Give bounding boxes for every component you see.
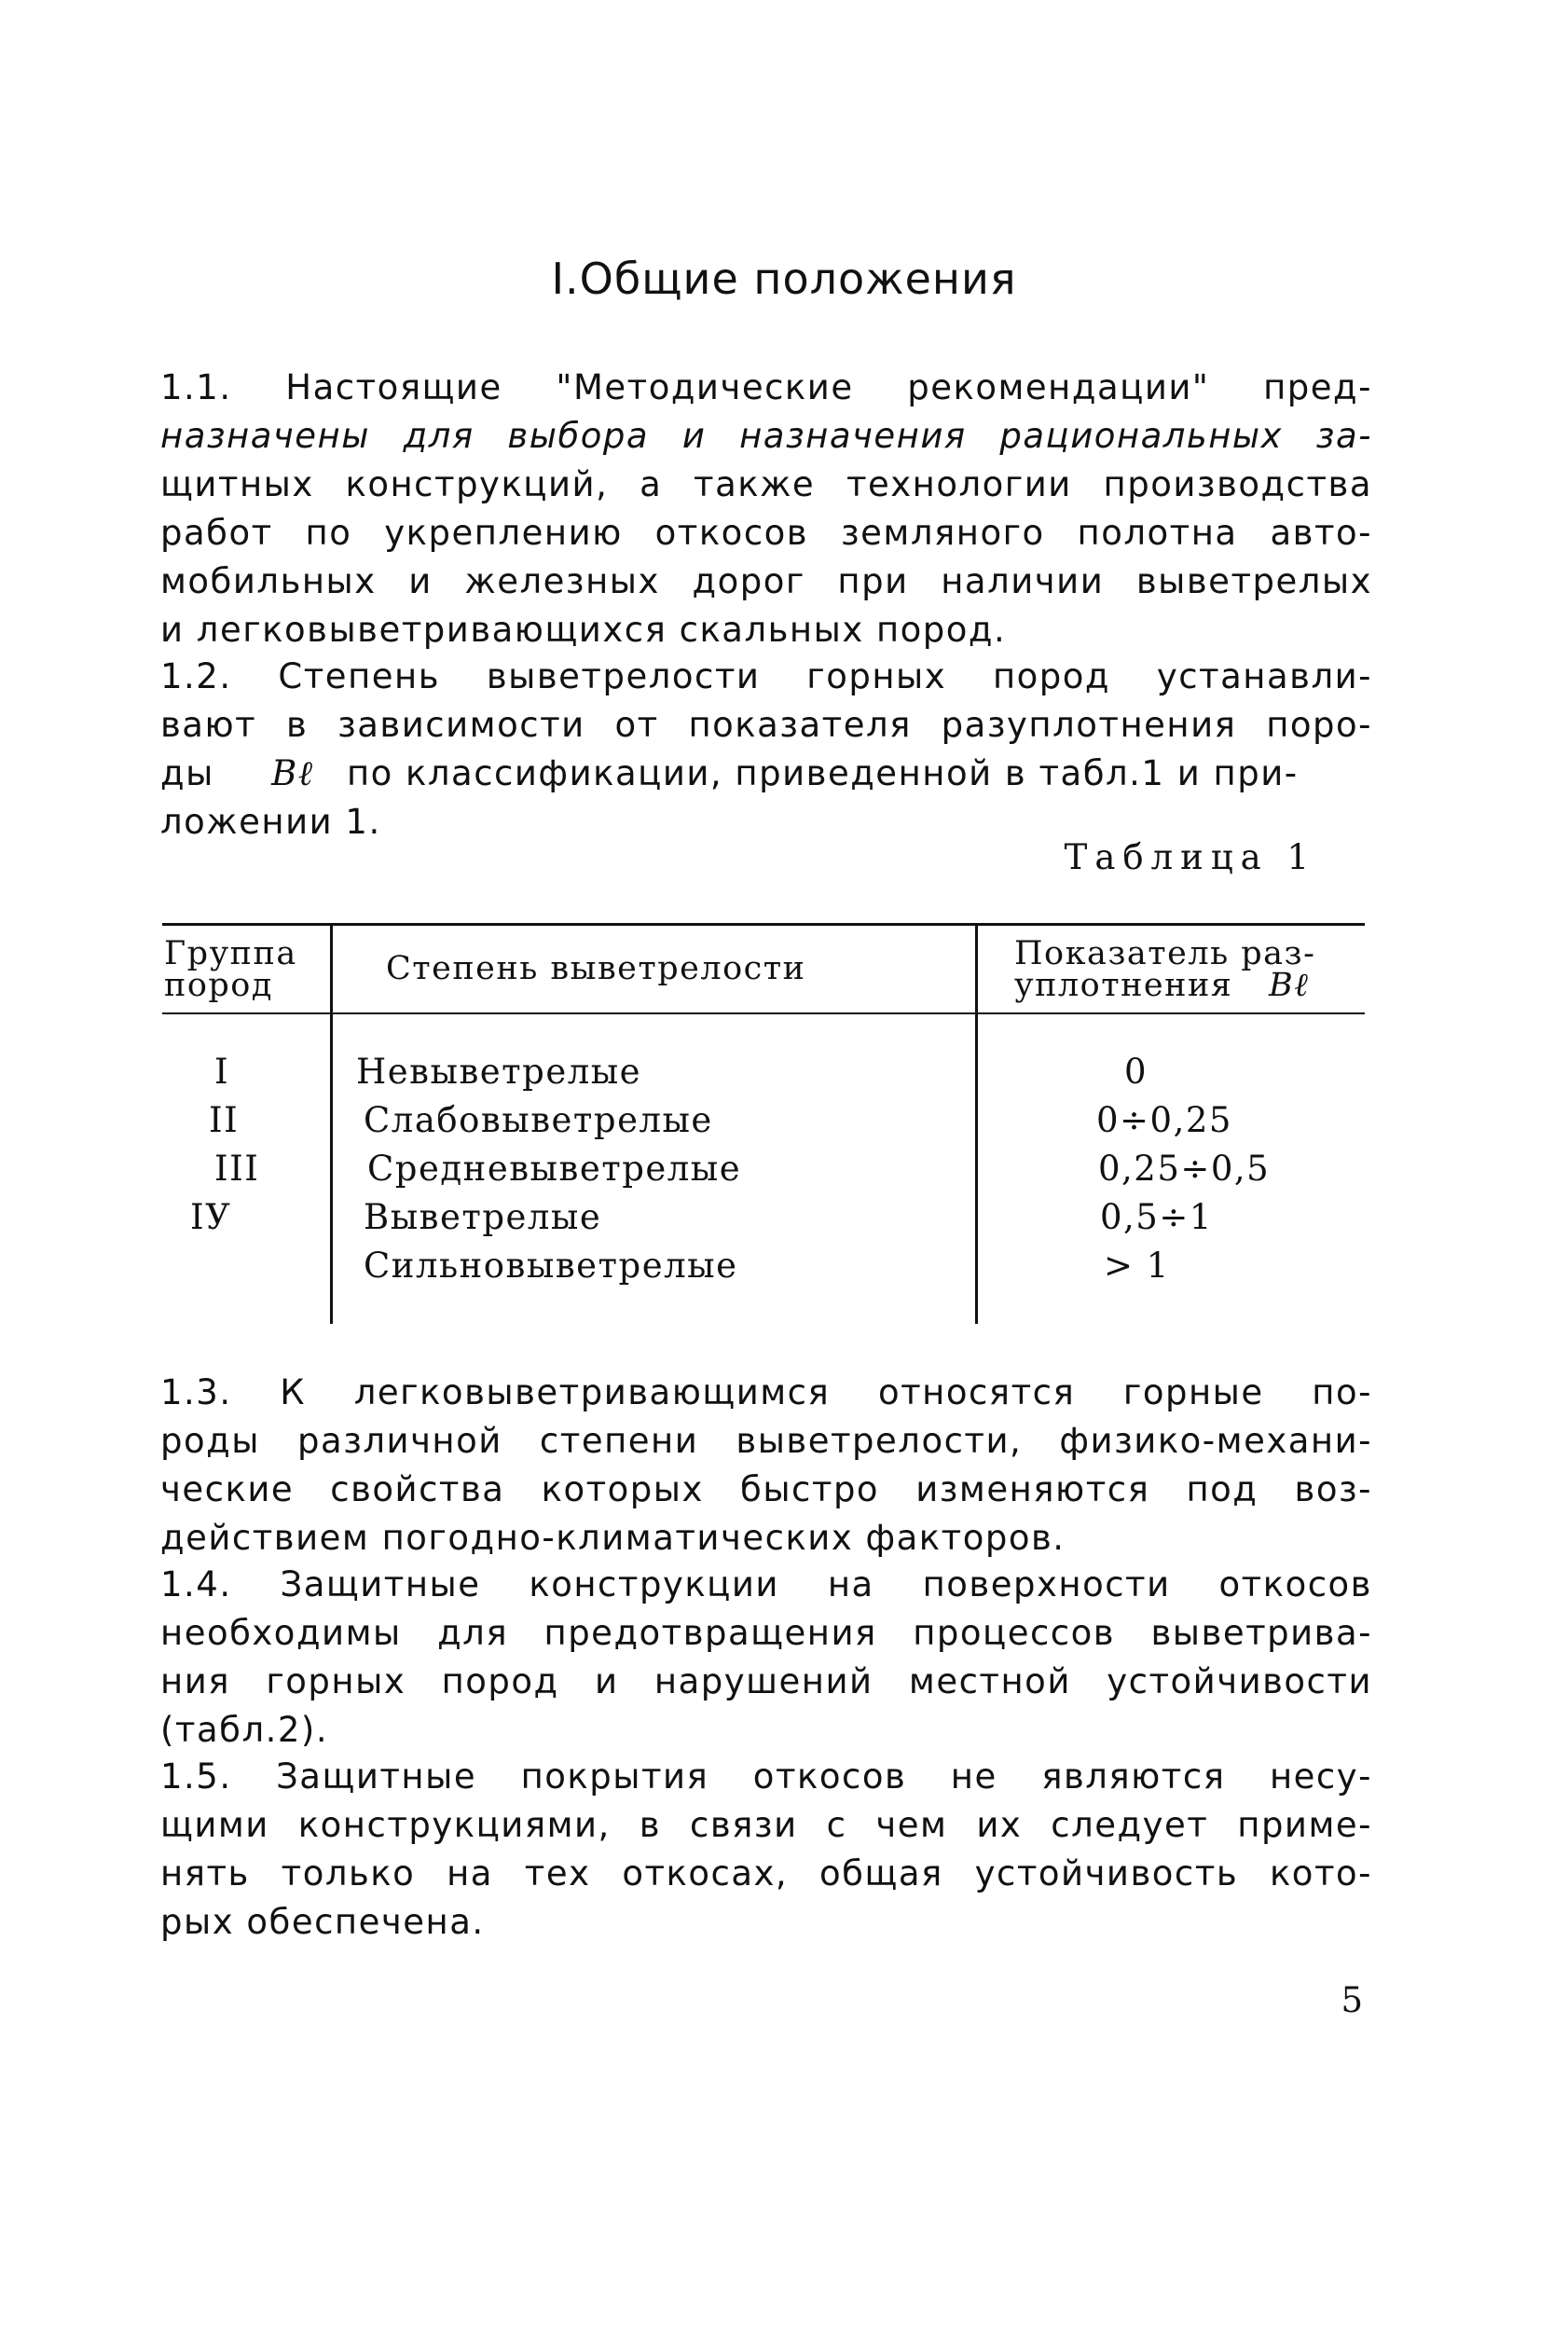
cell-degree: Средневыветрелые: [367, 1149, 742, 1189]
cell-group: I: [214, 1052, 230, 1092]
cell-degree: Выветрелые: [364, 1197, 602, 1237]
text-line: ния горных пород и нарушений местной устойчивости: [160, 1661, 1372, 1701]
table-caption: Таблица 1: [1064, 837, 1316, 877]
cell-degree: Сильновыветрелые: [364, 1246, 738, 1286]
text-line: щими конструкциями, в связи с чем их следует приме-: [160, 1805, 1372, 1845]
symbol-b-l: Bℓ: [271, 753, 314, 793]
cell-value: 0,5÷1: [1100, 1197, 1213, 1237]
header-group-line1: Группа: [164, 935, 297, 972]
cell-degree: Слабовыветрелые: [364, 1100, 713, 1140]
text-line: работ по укреплению откосов земляного полотна авто-: [160, 513, 1372, 553]
text-line: ческие свойства которых быстро изменяются под воз-: [160, 1469, 1372, 1509]
page-number: 5: [1341, 1980, 1363, 2020]
text-line: 1.5. Защитные покрытия откосов не являются несу-: [160, 1756, 1372, 1797]
header-group: [164, 935, 297, 1004]
text-line: роды различной степени выветрелости, физико-механи-: [160, 1421, 1372, 1461]
cell-group: II: [209, 1100, 240, 1140]
text-line: мобильных и железных дорог при наличии выветрелых: [160, 561, 1372, 601]
text-line: 1.3. К легковыветривающимся относятся горные по-: [160, 1372, 1372, 1412]
text-line: (табл.2).: [160, 1710, 329, 1750]
paragraph-1-4: [160, 1561, 1372, 1755]
table-top-rule: [162, 923, 1365, 926]
text-fragment: ды: [160, 753, 214, 793]
header-index-symbol: Bℓ: [1269, 967, 1310, 1004]
text-line: нять только на тех откосах, общая устойчивость кото-: [160, 1853, 1372, 1893]
paragraph-1-3: [160, 1369, 1372, 1563]
weathering-table: [162, 923, 1365, 1324]
header-index-line2: уплотнения Bℓ: [1014, 967, 1310, 1004]
text-line: ложении 1.: [160, 802, 381, 842]
header-index: [1014, 935, 1316, 1004]
text-line: назначены для выбора и назначения рациональных за-: [160, 416, 1372, 456]
cell-group: III: [214, 1149, 260, 1189]
header-degree: Степень выветрелости: [386, 950, 806, 987]
table-header-rule: [162, 1012, 1365, 1014]
paragraph-1-1: [160, 364, 1372, 654]
section-title: Общие положения: [579, 254, 1017, 304]
cell-degree: Невыветрелые: [356, 1052, 642, 1092]
text-line: действием погодно-климатических факторов.: [160, 1518, 1066, 1558]
text-line: [160, 750, 1372, 798]
cell-value: 0÷0,25: [1096, 1100, 1232, 1140]
text-line: необходимы для предотвращения процессов выветрива-: [160, 1613, 1372, 1653]
column-divider: [975, 923, 978, 1324]
text-line: 1.2. Степень выветрелости горных пород устанавли-: [160, 656, 1372, 696]
text-fragment: по классификации, приведенной в табл.1 и при-: [346, 753, 1299, 793]
header-group-line2: пород: [164, 967, 273, 1004]
text-line: и легковыветривающихся скальных пород.: [160, 610, 1007, 650]
paragraph-1-2: [160, 653, 1372, 847]
text-line: щитных конструкций, а также технологии производства: [160, 464, 1372, 504]
cell-value: 0: [1124, 1052, 1148, 1092]
text-line: вают в зависимости от показателя разуплотнения поро-: [160, 705, 1372, 745]
text-line: 1.1. Настоящие "Методические рекомендации" пред-: [160, 367, 1372, 407]
section-heading: [0, 254, 1568, 304]
text-line: рых обеспечена.: [160, 1902, 485, 1942]
cell-value: 0,25÷0,5: [1098, 1149, 1271, 1189]
cell-value: > 1: [1104, 1246, 1170, 1286]
section-number: I.: [551, 254, 580, 304]
text-line: 1.4. Защитные конструкции на поверхности откосов: [160, 1564, 1372, 1604]
cell-group: IУ: [190, 1197, 232, 1237]
column-divider: [330, 923, 333, 1324]
paragraph-1-5: [160, 1753, 1372, 1947]
header-index-line1: Показатель раз-: [1014, 935, 1316, 972]
